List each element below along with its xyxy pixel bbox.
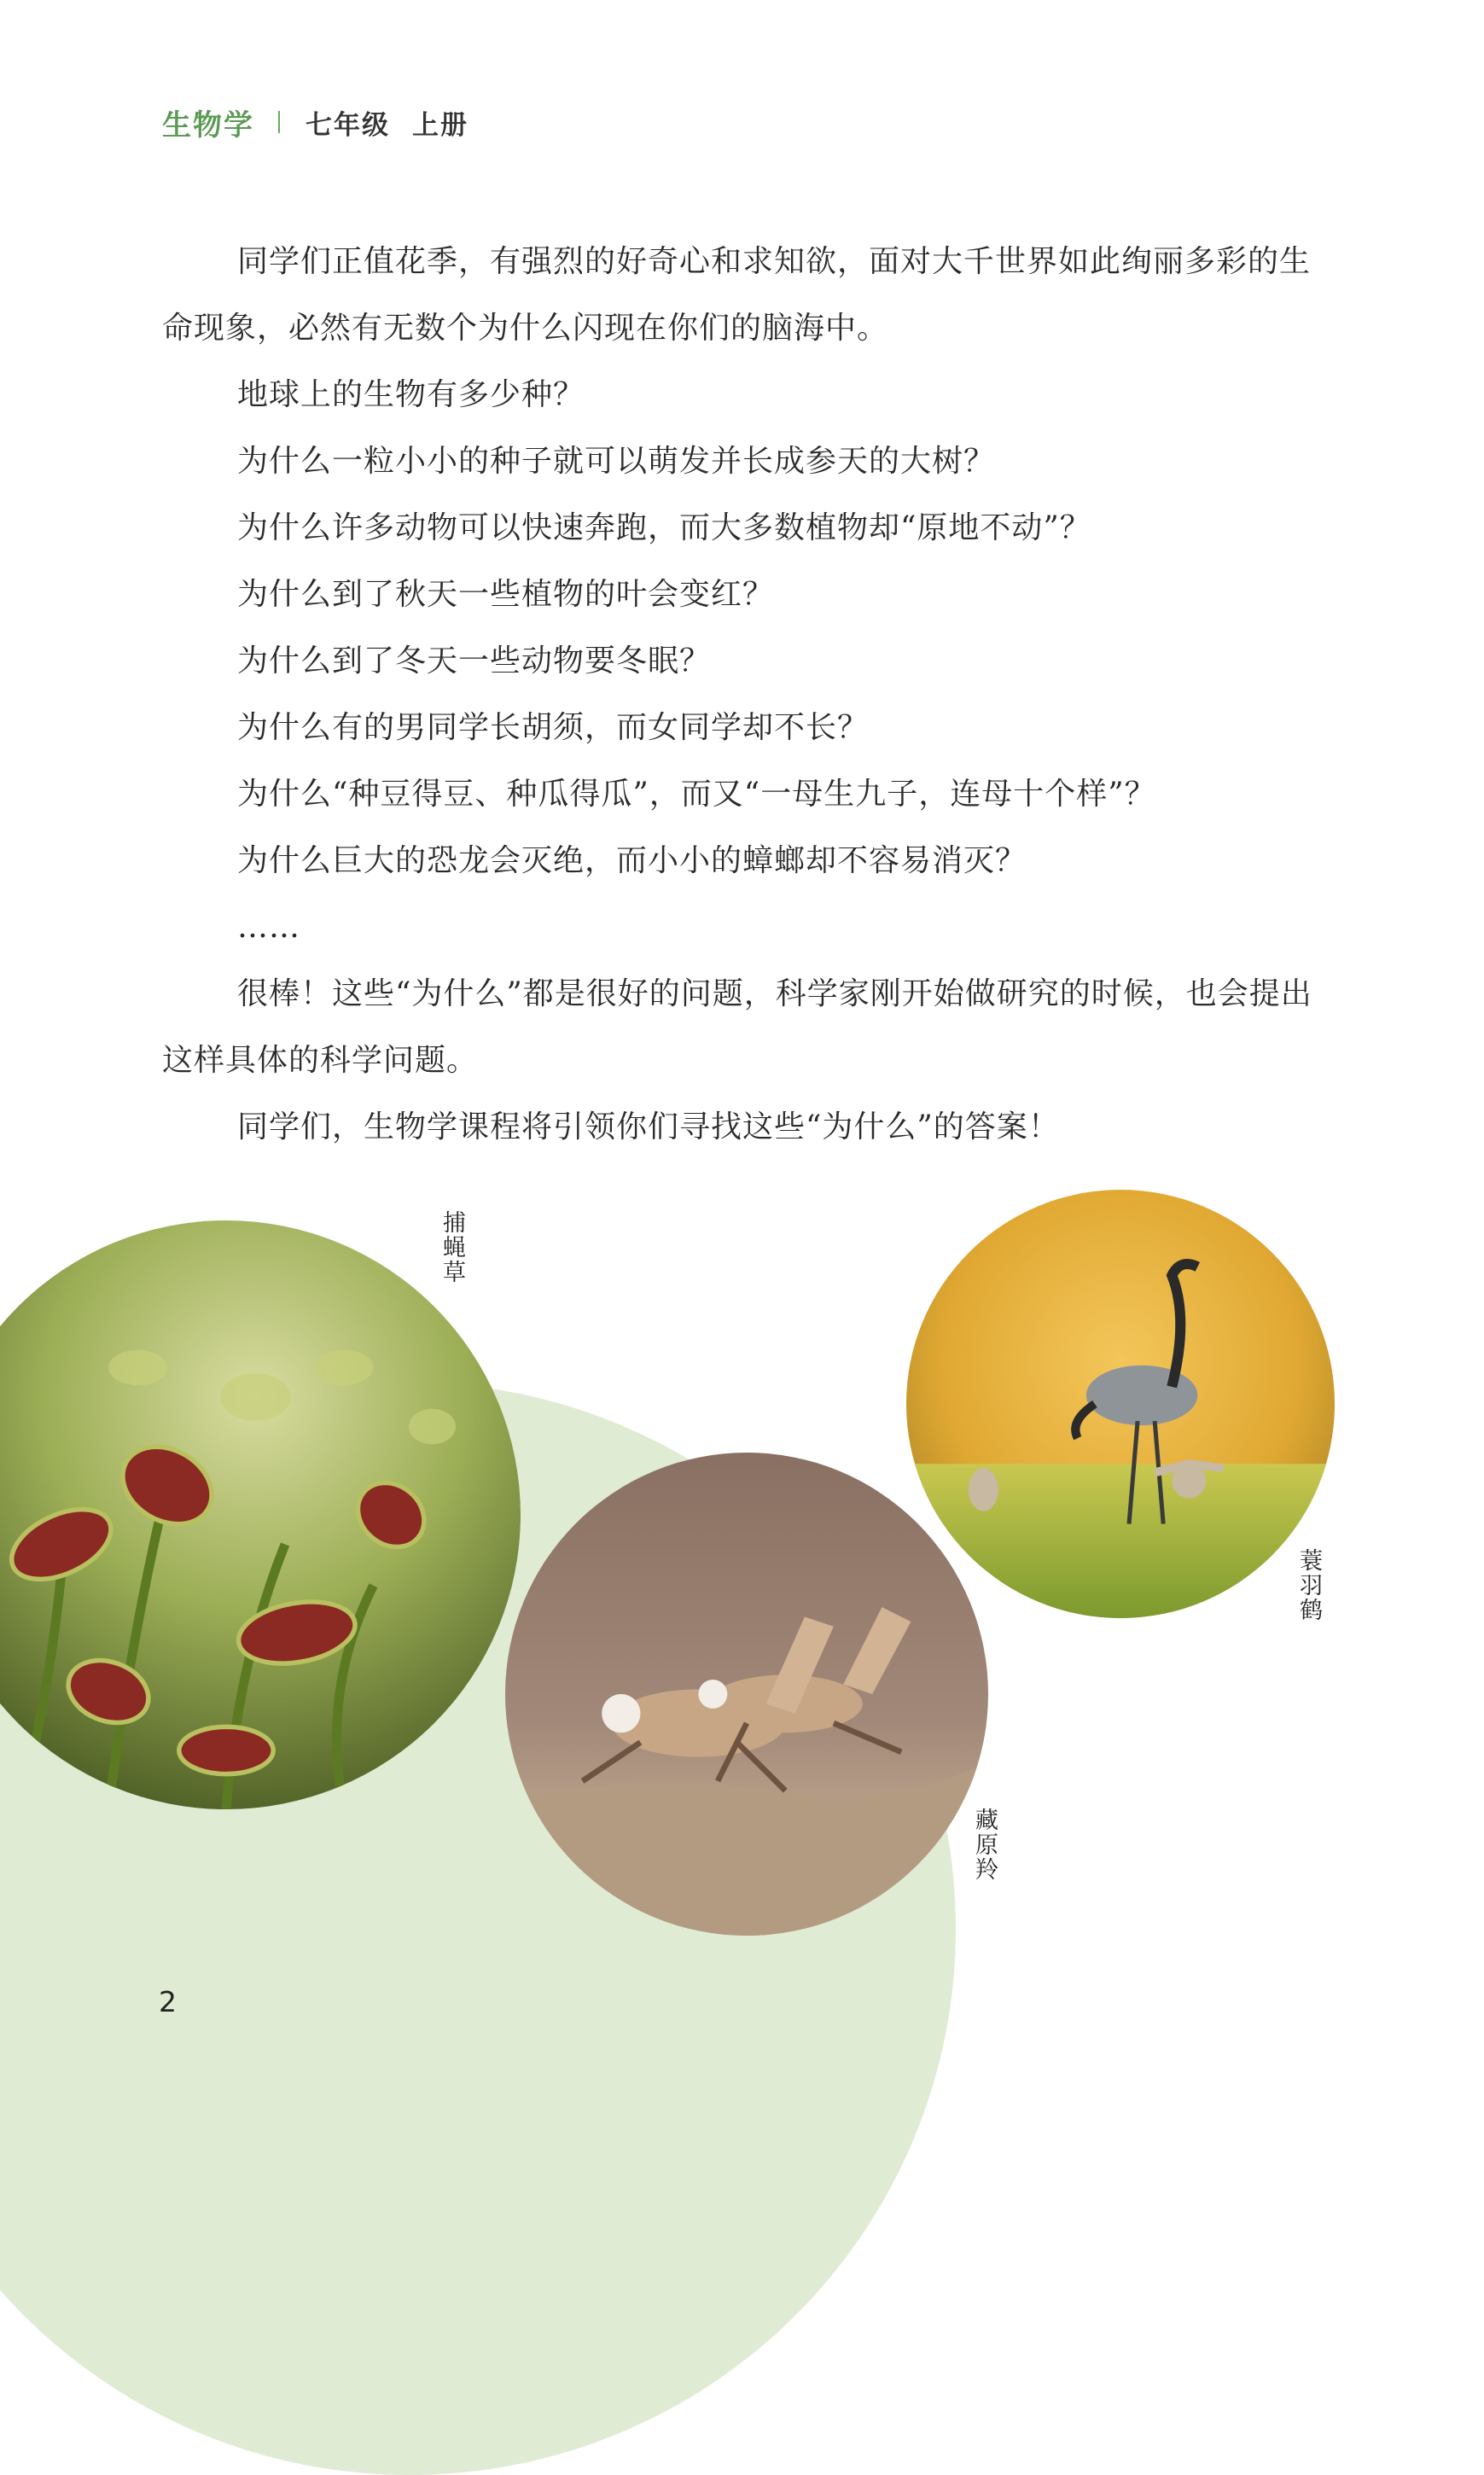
- antelope-photo: [505, 1453, 988, 1936]
- antelope-caption: 藏原羚: [971, 1808, 998, 1882]
- crane-photo: [906, 1190, 1335, 1618]
- question-line: 为什么到了冬天一些动物要冬眠？: [237, 644, 712, 678]
- subject-title: 生物学: [162, 108, 254, 143]
- intro-paragraph: 同学们正值花季，有强烈的好奇心和求知欲，面对大千世界如此绚丽多彩的生命现象，必然有无数个为什么闪现在你们的脑海中。: [162, 244, 1312, 346]
- question-line: 为什么有的男同学长胡须，而女同学却不长？: [237, 710, 870, 745]
- flytrap-caption: 捕蝇草: [439, 1210, 465, 1284]
- grade-volume: [306, 103, 468, 142]
- question-line: 地球上的生物有多少种？: [237, 377, 585, 412]
- question-line: 为什么许多动物可以快速奔跑，而大多数植物却“原地不动”？: [237, 510, 1091, 545]
- body-text: [162, 229, 1331, 1161]
- closing-paragraph: 同学们，生物学课程将引领你们寻找这些“为什么”的答案！: [237, 1109, 1060, 1144]
- question-line: 为什么到了秋天一些植物的叶会变红？: [237, 577, 775, 612]
- praise-paragraph: 很棒！这些“为什么”都是很好的问题，科学家刚开始做研究的时候，也会提出这样具体的科学问题。: [162, 976, 1312, 1078]
- crane-caption: 蓑羽鹤: [1295, 1548, 1322, 1622]
- question-line: 为什么巨大的恐龙会灭绝，而小小的蟑螂却不容易消灭？: [237, 843, 1027, 878]
- header-divider: [278, 111, 280, 133]
- page-number: 2: [159, 1985, 177, 2018]
- running-header: [162, 101, 468, 143]
- question-line: 为什么“种豆得豆、种瓜得瓜”，而又“一母生九子，连母十个样”？: [237, 777, 1156, 812]
- question-line: 为什么一粒小小的种子就可以萌发并长成参天的大树？: [237, 444, 996, 479]
- volume-label: 上册: [412, 109, 468, 141]
- grade-label: 七年级: [306, 109, 390, 141]
- ellipsis-line: ……: [237, 910, 300, 945]
